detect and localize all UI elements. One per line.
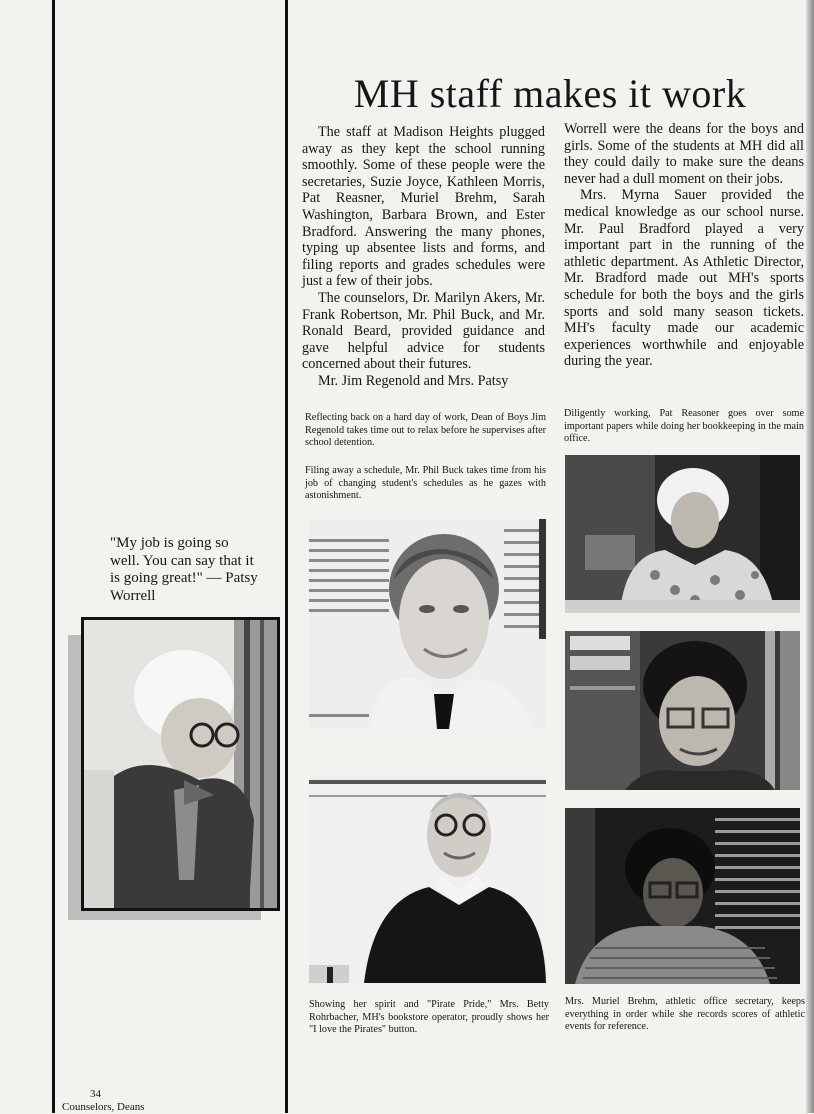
caption-regenold: Reflecting back on a hard day of work, Dean of Boys Jim Regenold takes time out to relax before he supervises after school detention.: [305, 412, 546, 449]
page-folio: [62, 1088, 182, 1114]
page-number: 34: [90, 1088, 101, 1100]
story-paragraph: Mrs. Myrna Sauer provided the medical knowledge as our school nurse. Mr. Paul Bradford played a very important part in the running of the athletic department. As Athletic Director, Mr. Bradford made out MH's sports schedule for both the boys and the girls sports and sold many season tickets. MH's faculty made our academic experiences worthwhile and enjoyable during the year.: [564, 187, 804, 370]
story-paragraph: The staff at Madison Heights plugged away as they kept the school running smoothly. Some of these people were the secretaries, Suzie Joyce, Kathleen Morris, Pat Reasner, Muriel Brehm, Sarah Washington, Barbara Brown, and Ester Bradford. Answering the many phones, typing up absentee lists and forms, and filing reports and grades schedules were just a few of their jobs.: [302, 124, 545, 290]
pull-quote: [110, 535, 260, 605]
caption-reasoner: Diligently working, Pat Reasoner goes over some important papers while doing her bookkeeping in the main office.: [564, 408, 804, 445]
photo-sauer: [565, 631, 800, 790]
photo-brehm: [565, 808, 800, 984]
story-column-2: [564, 121, 804, 370]
right-edge-shadow: [806, 0, 814, 1113]
gutter-rule: [285, 0, 288, 1113]
quote-text: "My job is going so well. You can say that it is going great!" —: [110, 535, 254, 586]
page-headline: MH staff makes it work: [353, 71, 747, 116]
story-paragraph: Worrell were the deans for the boys and girls. Some of the students at MH did all they could daily to make sure the deans never had a dull moment on their jobs.: [564, 121, 804, 187]
story-column-1: [302, 124, 545, 390]
photo-rohrbacher: [309, 775, 546, 983]
quote-attribution: Patsy Worrell: [110, 570, 258, 604]
caption-rohrbacher: Showing her spirit and "Pirate Pride," Mrs. Betty Rohrbacher, MH's bookstore operator, proudly shows her "I love the Pirates" button.: [309, 999, 549, 1036]
section-label: Counselors, Deans: [62, 1101, 145, 1113]
photo-reasoner: [565, 455, 800, 613]
left-border-rule: [52, 0, 55, 1113]
caption-brehm: Mrs. Muriel Brehm, athletic office secretary, keeps everything in order while she records scores of athletic events for reference.: [565, 996, 805, 1033]
story-paragraph: The counselors, Dr. Marilyn Akers, Mr. Frank Robertson, Mr. Phil Buck, and Mr. Ronald Beard, provided guidance and gave helpful advice for students concerned about their futures.: [302, 289, 545, 373]
story-paragraph: Mr. Jim Regenold and Mrs. Patsy: [318, 372, 509, 389]
photo-regenold: [309, 519, 546, 729]
photo-worrell: [81, 617, 280, 911]
caption-buck: Filing away a schedule, Mr. Phil Buck takes time from his job of changing student's schedules as he gazes with astonishment.: [305, 465, 546, 502]
